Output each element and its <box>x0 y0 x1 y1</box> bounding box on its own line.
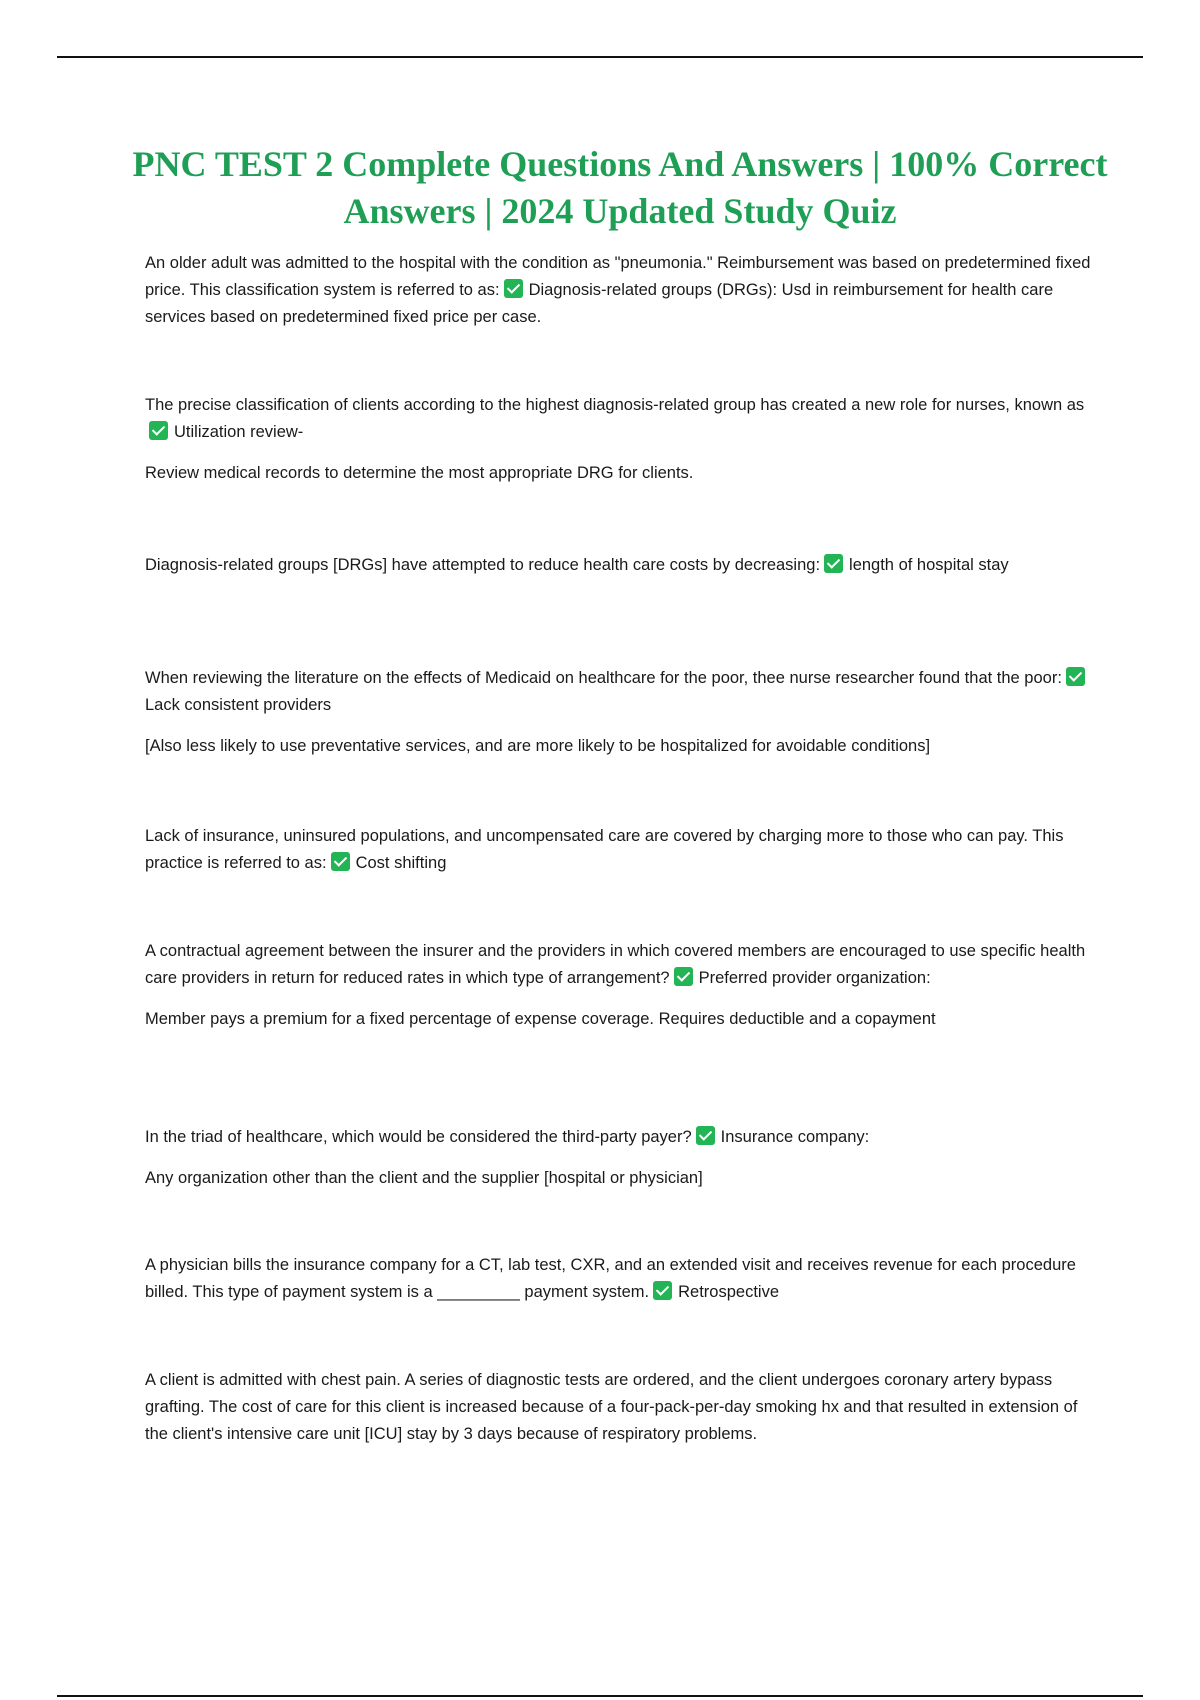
question-text: The precise classification of clients according to the highest diagnosis-related group has created a new role for nurses, known as <box>145 396 1085 414</box>
check-icon <box>696 1126 715 1145</box>
check-icon <box>674 967 693 986</box>
document-title: PNC TEST 2 Complete Questions And Answers | 100% Correct Answers | 2024 Updated Study Quiz <box>132 144 1108 231</box>
answer-text: Insurance company: <box>720 1128 870 1146</box>
qa-item-4 <box>145 665 1095 760</box>
qa-item-3 <box>145 552 1095 579</box>
answer-text: Diagnosis-related groups (DRGs): Usd in reimbursement for health care services based on predetermined fixed price per case. <box>145 281 1054 326</box>
qa-item-text <box>145 250 1095 331</box>
qa-item-2 <box>145 392 1095 487</box>
answer-text: Cost shifting <box>355 854 447 872</box>
check-icon <box>824 554 843 573</box>
answer-note: Review medical records to determine the most appropriate DRG for clients. <box>145 464 694 482</box>
question-text: A contractual agreement between the insurer and the providers in which covered members are encouraged to use specific health care providers in return for reduced rates in which type of arrangement? <box>145 942 1086 987</box>
check-icon <box>653 1281 672 1300</box>
check-icon <box>1066 667 1085 686</box>
qa-item-9 <box>145 1367 1095 1448</box>
bottom-divider <box>57 1695 1143 1697</box>
question-text: A physician bills the insurance company for a CT, lab test, CXR, and an extended visit and receives revenue for each procedure billed. This type of payment system is a _________ payment system. <box>145 1256 1076 1301</box>
qa-item-text <box>145 938 1095 992</box>
check-icon <box>149 421 168 440</box>
answer-text: Utilization review- <box>174 423 304 441</box>
qa-item-7 <box>145 1124 1095 1192</box>
answer-note: [Also less likely to use preventative services, and are more likely to be hospitalized for avoidable conditions] <box>145 737 931 755</box>
question-text: Diagnosis-related groups [DRGs] have attempted to reduce health care costs by decreasing: <box>145 556 821 574</box>
qa-item-5 <box>145 823 1095 877</box>
qa-item-text <box>145 1367 1095 1448</box>
qa-item-1 <box>145 250 1095 331</box>
qa-item-8 <box>145 1252 1095 1306</box>
check-icon <box>331 852 350 871</box>
qa-item-text <box>145 1124 1095 1151</box>
check-icon <box>504 279 523 298</box>
answer-text: Lack consistent providers <box>145 696 332 714</box>
answer-text: Preferred provider organization: <box>698 969 931 987</box>
qa-item-text <box>145 552 1095 579</box>
answer-note: Member pays a premium for a fixed percentage of expense coverage. Requires deductible and a copayment <box>145 1010 936 1028</box>
answer-text: length of hospital stay <box>849 556 1009 574</box>
question-text: An older adult was admitted to the hospital with the condition as "pneumonia." Reimbursement was based on predetermined fixed price. This classification system is referred to as: <box>145 254 1091 299</box>
answer-note: Any organization other than the client and the supplier [hospital or physician] <box>145 1169 703 1187</box>
qa-item-text <box>145 823 1095 877</box>
question-text: Lack of insurance, uninsured populations, and uncompensated care are covered by charging more to those who can pay. This practice is referred to as: <box>145 827 1064 872</box>
top-divider <box>57 56 1143 58</box>
question-text: A client is admitted with chest pain. A series of diagnostic tests are ordered, and the client undergoes coronary artery bypass grafting. The cost of care for this client is increased because of a four-pack-per-day smoking hx and that resulted in extension of the client's intensive care unit [ICU] stay by 3 days because of respiratory problems. <box>145 1371 1078 1443</box>
qa-item-text <box>145 392 1095 446</box>
question-text: When reviewing the literature on the effects of Medicaid on healthcare for the poor, thee nurse researcher found that the poor: <box>145 669 1062 687</box>
qa-item-6 <box>145 938 1095 1033</box>
qa-item-text <box>145 1252 1095 1306</box>
question-text: In the triad of healthcare, which would be considered the third-party payer? <box>145 1128 692 1146</box>
answer-text: Retrospective <box>678 1283 780 1301</box>
qa-item-text <box>145 665 1095 719</box>
